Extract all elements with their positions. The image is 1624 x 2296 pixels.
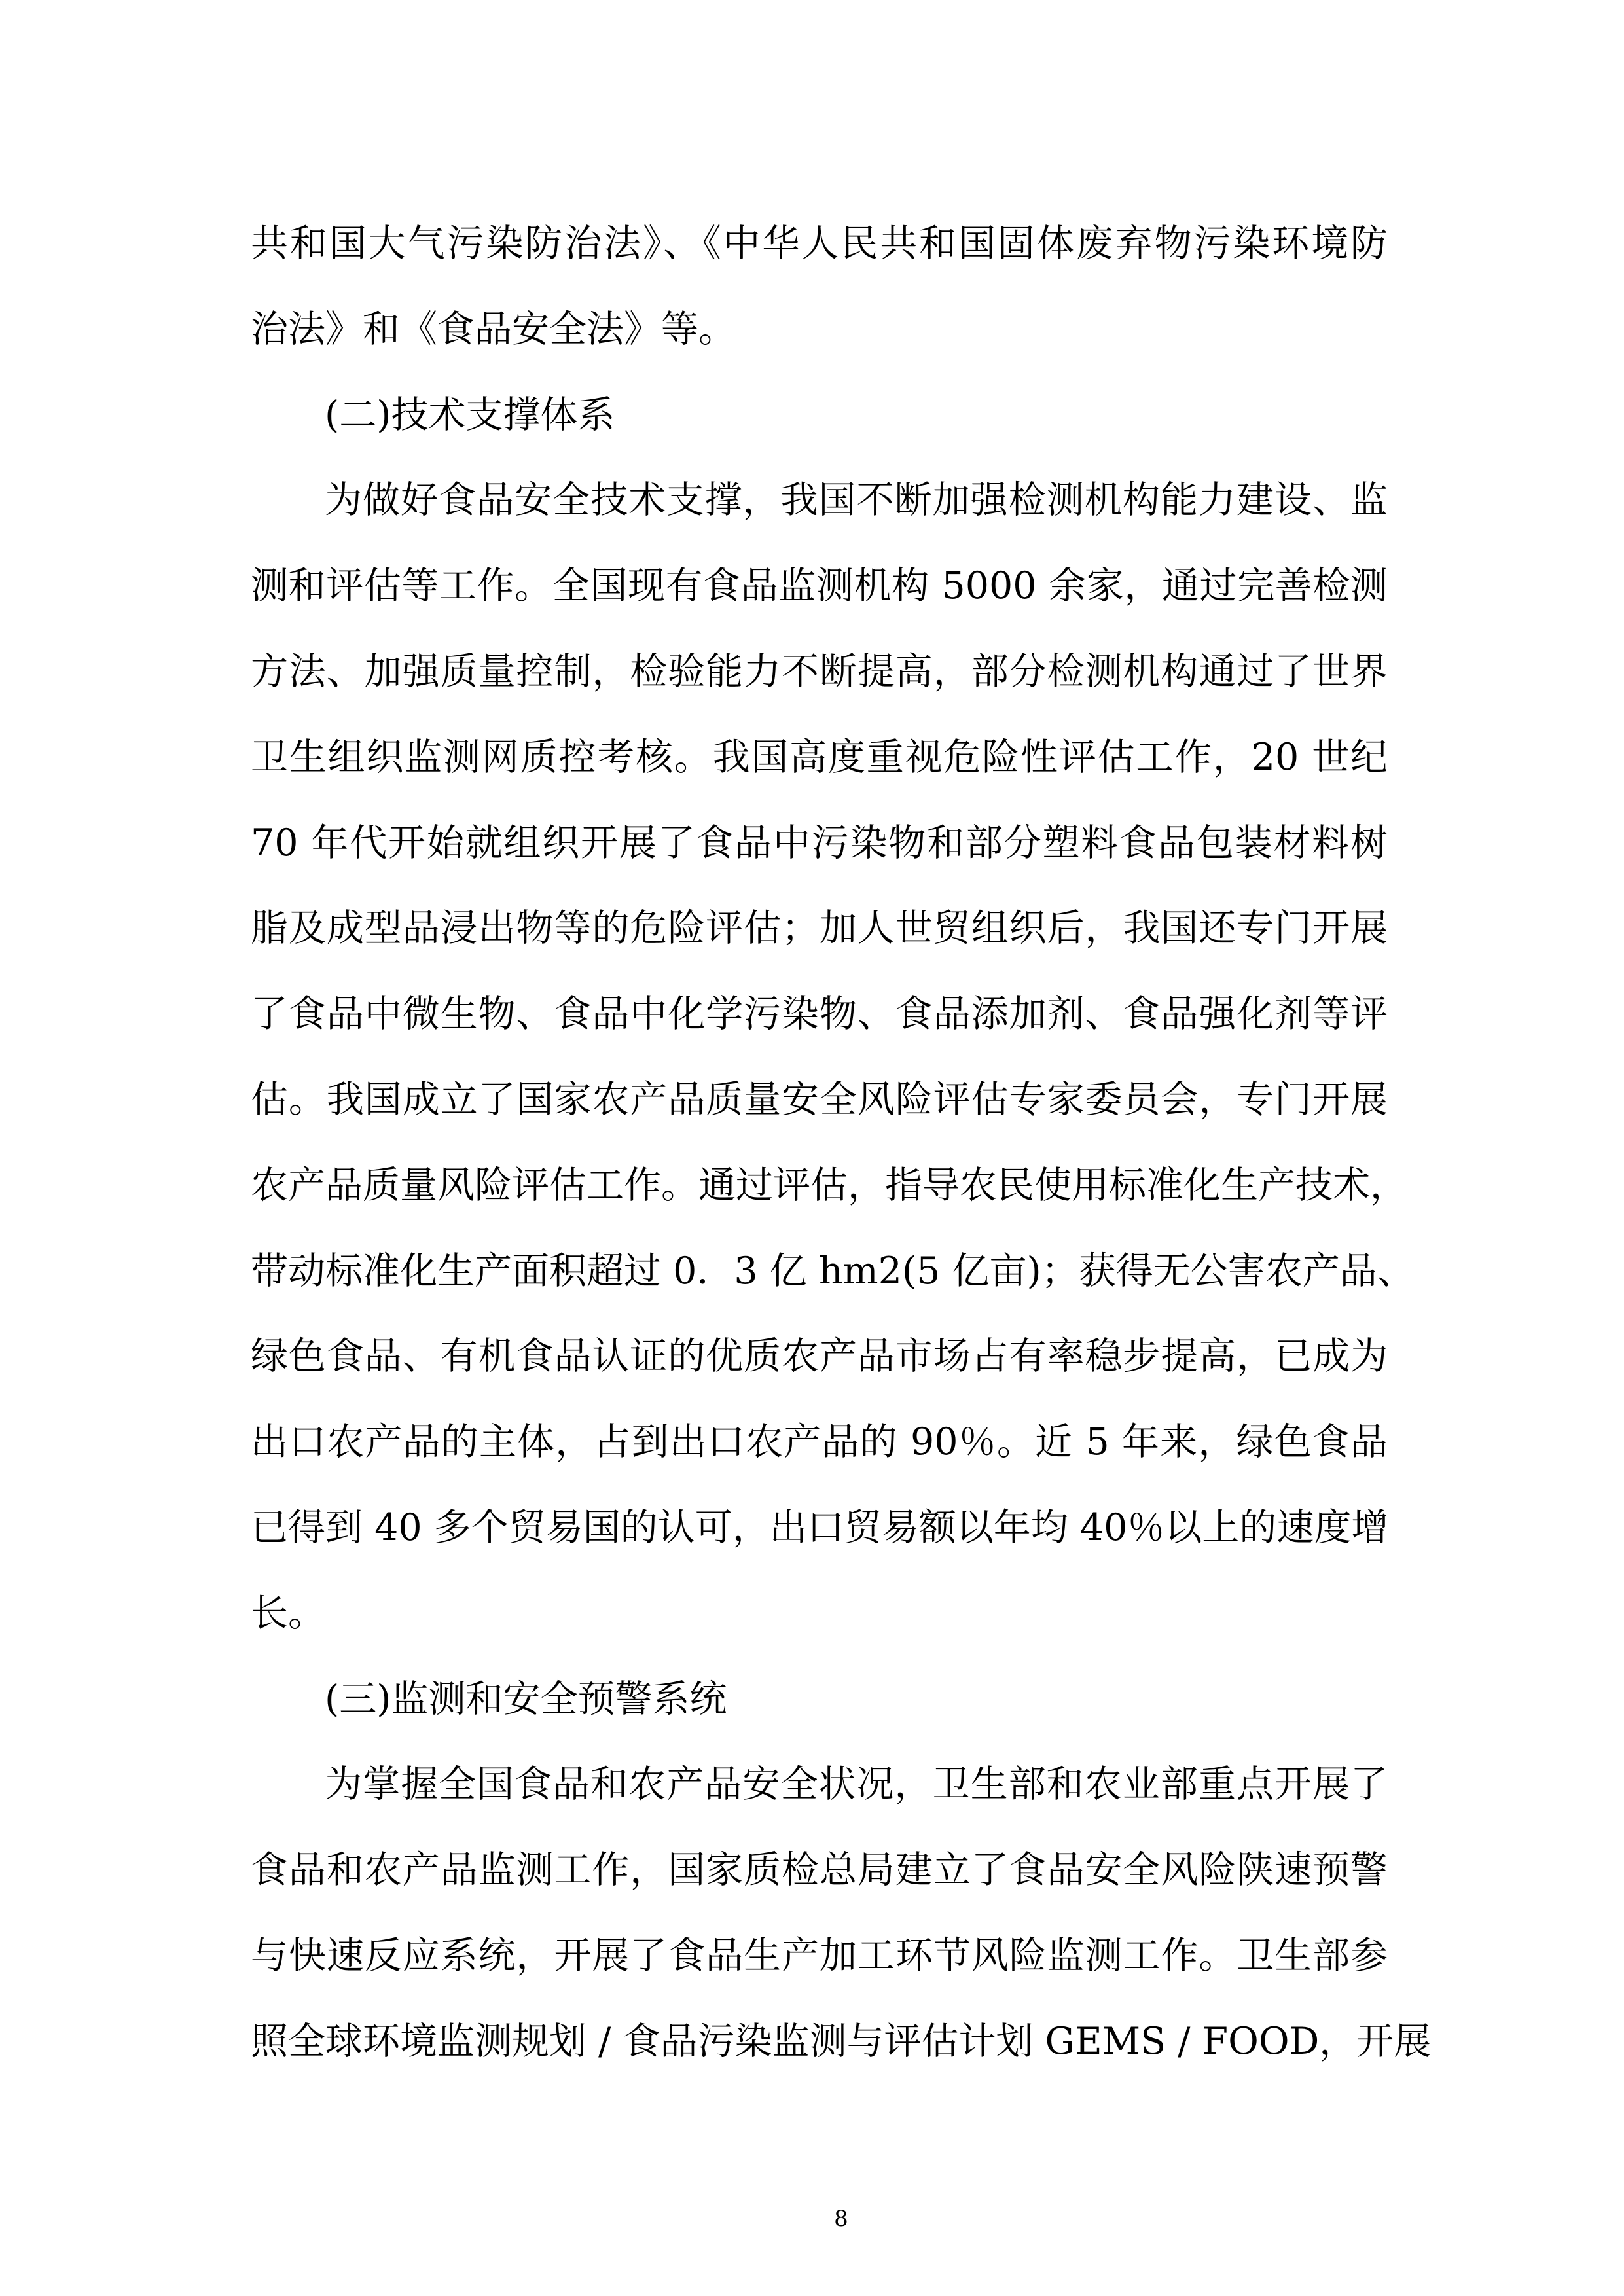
- text-line: 带动标准化生产面积超过 0．3 亿 hm2(5 亿亩)；获得无公害农产品、: [251, 1249, 1415, 1293]
- text-line: 测和评估等工作。全国现有食品监测机构 5000 余家，通过完善检测: [251, 564, 1388, 608]
- text-line: 出口农产品的主体，占到出口农产品的 90％。近 5 年来，绿色食品: [251, 1420, 1388, 1464]
- text-line: 食品和农产品监测工作，国家质检总局建立了食品安全风险陕速预警: [251, 1848, 1388, 1892]
- text-line: 农产品质量风险评估工作。通过评估，指导农民使用标准化生产技术，: [251, 1163, 1407, 1207]
- text-line: 已得到 40 多个贸易国的认可，出口贸易额以年均 40％以上的速度增: [251, 1506, 1389, 1549]
- text-line: 了食品中微生物、食品中化学污染物、食品添加剂、食品强化剂等评: [251, 992, 1388, 1036]
- text-line: 治法》和《食品安全法》等。: [251, 307, 736, 351]
- text-line: (二)技术支撑体系: [325, 393, 615, 437]
- text-line: 70 年代开始就组织开展了食品中污染物和部分塑料食品包装材料树: [251, 821, 1388, 865]
- text-line: 绿色食品、有机食品认证的优质农产品市场占有率稳步提高，已成为: [251, 1335, 1388, 1378]
- text-line: 共和国大气污染防治法》、《中华人民共和国固体废弃物污染环境防: [251, 222, 1388, 265]
- text-line: 方法、加强质量控制，检验能力不断提高，部分检测机构通过了世界: [251, 650, 1388, 693]
- page-number: 8: [834, 2206, 848, 2232]
- text-line: (三)监测和安全预警系统: [325, 1677, 727, 1721]
- text-line: 与快速反应系统，开展了食品生产加工环节风险监测工作。卫生部参: [251, 1934, 1388, 1977]
- text-line: 估。我国成立了国家农产品质量安全风险评估专家委员会，专门开展: [251, 1078, 1388, 1121]
- text-line: 为做好食品安全技术支撑，我国不断加强检测机构能力建设、监: [325, 478, 1388, 522]
- text-line: 长。: [251, 1591, 325, 1635]
- text-line: 卫生组织监测网质控考核。我国高度重视危险性评估工作，20 世纪: [251, 735, 1388, 779]
- text-line: 脂及成型品浸出物等的危险评估；加人世贸组织后，我国还专门开展: [251, 906, 1388, 950]
- text-line: 为掌握全国食品和农产品安全状况，卫生部和农业部重点开展了: [325, 1763, 1388, 1806]
- text-line: 照全球环境监测规划 / 食品污染监测与评估计划 GEMS / FOOD，开展: [251, 2019, 1432, 2063]
